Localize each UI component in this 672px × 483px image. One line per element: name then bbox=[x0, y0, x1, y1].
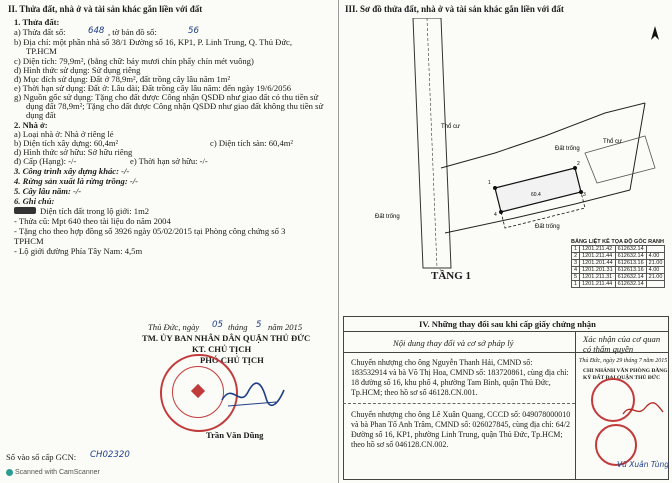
area-line: c) Diện tích: 79,9m², (bằng chữ: bảy mươi chín phẩy chín mét vuông) bbox=[14, 56, 254, 66]
signature-mark bbox=[218, 378, 288, 412]
date-month: 5 bbox=[256, 320, 262, 330]
own-term-line: e) Thời hạn sở hữu: -/- bbox=[130, 156, 208, 166]
land-lot-heading: 1. Thửa đất: bbox=[14, 17, 60, 27]
floor-label: TẦNG 1 bbox=[431, 270, 472, 282]
coordinate-cell: 4.00 bbox=[646, 253, 665, 260]
map-number: 56 bbox=[188, 26, 199, 36]
date-suffix: năm 2015 bbox=[268, 322, 303, 332]
address-line-2: TP.HCM bbox=[26, 46, 57, 56]
coordinate-cell: 612632.14 bbox=[615, 281, 646, 288]
coordinate-cell: 1 bbox=[572, 281, 580, 288]
coordinate-cell bbox=[646, 281, 665, 288]
lot-number: 648 bbox=[88, 26, 105, 36]
note-line-3: - Tặng cho theo hợp đồng số 3926 ngày 05/02/2015 tại Phòng công chứng số 3 bbox=[14, 226, 286, 236]
register-label: Số vào sổ cấp GCN: bbox=[6, 452, 77, 462]
term-line: e) Thời hạn sử dụng: Đất ở: Lâu dài; Đất trồng cây lâu năm: đến ngày 19/6/2056 bbox=[14, 83, 292, 93]
perennial-line: 5. Cây lâu năm: -/- bbox=[14, 186, 82, 196]
change-2-line-3: Đường số 16, KP1, phường Linh Trung, quận Thủ Đức, Tp.HCM; bbox=[351, 430, 563, 439]
note-line-1: Diện tích đất trong lộ giới: 1m2 bbox=[40, 206, 150, 216]
use-form-line: d) Hình thức sử dụng: Sử dụng riêng bbox=[14, 65, 141, 75]
address-line-1: b) Địa chỉ: một phần nhà số 38/1 Đường số 16, KP1, P. Linh Trung, Q. Thủ Đức, bbox=[14, 37, 292, 47]
date-mid: tháng bbox=[228, 322, 248, 332]
note-line-2: - Thửa cũ: Mpt 640 theo tài liệu đo năm 2004 bbox=[14, 216, 171, 226]
floor-area-line: c) Diện tích sàn: 60,4m² bbox=[210, 138, 294, 148]
note-line-4: TPHCM bbox=[14, 236, 44, 246]
changes-title: IV. Những thay đổi sau khi cấp giấy chứng nhận bbox=[419, 319, 596, 329]
verification-signer: Vũ Xuân Tùng bbox=[617, 460, 669, 469]
coordinate-cell: 1201.211.42 bbox=[580, 246, 616, 253]
coordinate-cell: 4.00 bbox=[646, 267, 665, 274]
note-line-5: - Lộ giới đường Phía Tây Nam: 4,5m bbox=[14, 246, 143, 256]
coordinate-cell bbox=[646, 246, 665, 253]
own-form-line: d) Hình thức sở hữu: Sở hữu riêng bbox=[14, 147, 133, 157]
change-1-line-3: 18 đường số 16, khu phố 4, phường Tam Bình, quận Thủ Đức, bbox=[351, 378, 551, 387]
origin-line-2: dụng đất 78,9m²; Tặng cho đất được Công nhận QSDĐ như giao đất không thu tiền sử bbox=[26, 101, 324, 111]
coordinate-cell: 4 bbox=[572, 267, 580, 274]
svg-text:1: 1 bbox=[488, 180, 491, 186]
changes-col-confirm: Xác nhận của cơ quan có thẩm quyền bbox=[583, 334, 661, 354]
svg-text:3: 3 bbox=[583, 192, 586, 198]
svg-text:Đất trống: Đất trống bbox=[375, 214, 400, 220]
coordinate-row bbox=[572, 281, 665, 288]
notes-heading: 6. Ghi chú: bbox=[14, 196, 55, 206]
coordinate-row bbox=[572, 267, 665, 274]
change-2-line-4: theo hồ sơ số 046128.CN.002. bbox=[351, 440, 449, 449]
coordinate-cell: 612613.16 bbox=[615, 260, 646, 267]
legend-title: BẢNG LIỆT KÊ TỌA ĐỘ GÓC RANH bbox=[571, 239, 664, 245]
coordinate-row bbox=[572, 274, 665, 281]
coordinate-cell: 612613.16 bbox=[615, 267, 646, 274]
map-label: , tờ bản đồ số: bbox=[108, 27, 157, 37]
coordinate-cell: 1 bbox=[572, 246, 580, 253]
change-1-line-1: Chuyển nhượng cho ông Nguyễn Thanh Hải, CMND số: bbox=[351, 358, 533, 367]
house-heading: 2. Nhà ở: bbox=[14, 120, 48, 130]
change-2-line-1: Chuyển nhượng cho ông Lê Xuân Quang, CCCD số: 049078000010 bbox=[351, 410, 571, 419]
purpose-line: đ) Mục đích sử dụng: Đất ở 78,9m², đất trồng cây lâu năm 1m² bbox=[14, 74, 231, 84]
coordinate-row bbox=[572, 246, 665, 253]
coordinate-table bbox=[571, 245, 665, 288]
svg-text:2: 2 bbox=[577, 161, 580, 167]
signer-role: PHÓ CHỦ TỊCH bbox=[200, 355, 264, 365]
plot-diagram-section bbox=[338, 0, 672, 483]
coordinate-cell: 5 bbox=[572, 274, 580, 281]
house-type-line: a) Loại nhà ở: Nhà ở riêng lẻ bbox=[14, 129, 114, 139]
date-day: 05 bbox=[212, 320, 223, 330]
diagram-title: III. Sơ đồ thửa đất, nhà ở và tài sản khác gắn liền với đất bbox=[345, 4, 564, 14]
svg-text:Thổ cư: Thổ cư bbox=[441, 124, 461, 130]
other-works-line: 3. Công trình xây dựng khác: -/- bbox=[14, 166, 130, 176]
change-2-line-2: và bà Phan Tố Anh Trâm, CMND số: 026027845, cùng địa chỉ: 64/2 bbox=[351, 420, 570, 429]
coordinate-cell: 3 bbox=[572, 260, 580, 267]
coordinate-cell: 2 bbox=[572, 253, 580, 260]
forest-line: 4. Rừng sản xuất là rừng trồng: -/- bbox=[14, 176, 138, 186]
change-1-line-4: Tp.HCM; theo hồ sơ số 46128.CN.001. bbox=[351, 388, 478, 397]
date-prefix: Thủ Đức, ngày bbox=[148, 322, 200, 332]
register-number: CH02320 bbox=[90, 450, 130, 460]
svg-text:60.4: 60.4 bbox=[531, 192, 541, 198]
verification-signature bbox=[621, 400, 665, 420]
issuing-org: TM. ỦY BAN NHÂN DÂN QUẬN THỦ ĐỨC bbox=[142, 333, 311, 343]
coordinate-cell: 1201.211.31 bbox=[580, 274, 616, 281]
coordinate-cell: 612632.14 bbox=[615, 253, 646, 260]
verify-date: Thủ Đức, ngày 29 tháng 7 năm 2015 bbox=[579, 358, 668, 364]
section-title: II. Thửa đất, nhà ở và tài sản khác gắn liền với đất bbox=[8, 4, 203, 14]
level-line: đ) Cấp (Hạng): -/- bbox=[14, 156, 77, 166]
svg-text:Thổ cư: Thổ cư bbox=[603, 139, 623, 145]
coordinate-cell: 612632.14 bbox=[615, 274, 646, 281]
signer-name: Trần Văn Dũng bbox=[206, 430, 264, 440]
coordinate-cell: 1201.201.31 bbox=[580, 267, 616, 274]
svg-text:Đất trống: Đất trống bbox=[535, 224, 560, 230]
coordinate-row bbox=[572, 260, 665, 267]
coordinate-cell: 612632.14 bbox=[615, 246, 646, 253]
origin-line-3: dụng đất bbox=[26, 110, 56, 120]
coordinate-cell: 1201.211.44 bbox=[580, 281, 616, 288]
verify-org-2: KÝ ĐẤT ĐAI QUẬN THỦ ĐỨC bbox=[583, 375, 661, 381]
svg-text:Đất trống: Đất trống bbox=[555, 146, 580, 152]
coordinate-cell: 1201.201.44 bbox=[580, 260, 616, 267]
origin-line-1: g) Nguồn gốc sử dụng: Tặng cho đất được Công nhận QSDĐ như giao đất có thu tiền sử bbox=[14, 92, 319, 102]
coordinate-cell: 21.00 bbox=[646, 274, 665, 281]
camscanner-icon bbox=[6, 469, 13, 476]
coordinate-row bbox=[572, 253, 665, 260]
build-area-line: b) Diện tích xây dựng: 60,4m² bbox=[14, 138, 119, 148]
changes-col-content: Nội dung thay đổi và cơ sở pháp lý bbox=[393, 338, 514, 348]
kt-line: KT. CHỦ TỊCH bbox=[192, 344, 252, 354]
stamp-marker-icon bbox=[14, 206, 36, 216]
coordinate-cell: 21.00 bbox=[646, 260, 665, 267]
lot-label: a) Thửa đất số: bbox=[14, 27, 66, 37]
svg-text:4: 4 bbox=[494, 212, 497, 218]
scanner-watermark: Scanned with CamScanner bbox=[6, 468, 100, 478]
coordinate-cell: 1201.211.44 bbox=[580, 253, 616, 260]
change-1-line-2: 183532914 và bà Võ Thị Hoa, CMND số: 183720861, cùng địa chỉ: bbox=[351, 368, 569, 377]
verify-org-1: CHI NHÁNH VĂN PHÒNG ĐĂNG bbox=[583, 368, 668, 374]
